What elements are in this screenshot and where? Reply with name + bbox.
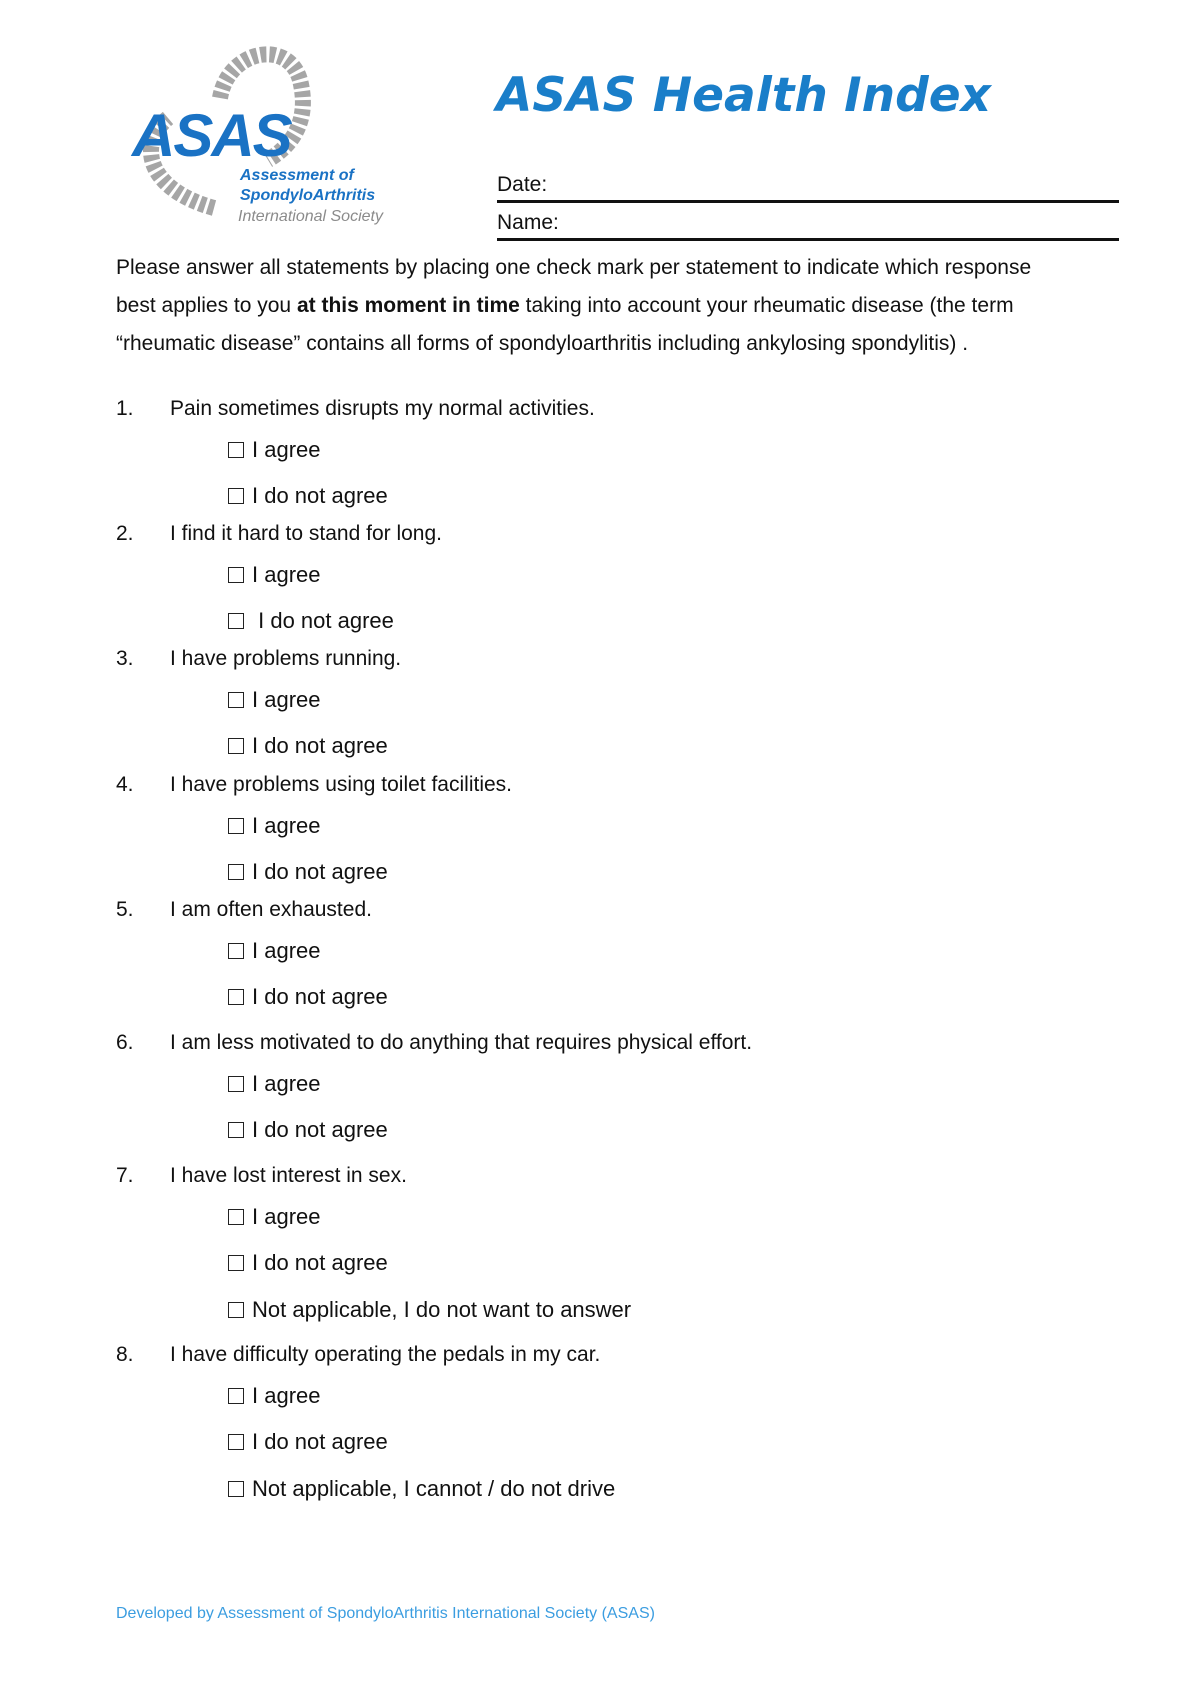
question-number: 7. [116, 1164, 134, 1187]
q1-option-disagree[interactable] [228, 482, 388, 510]
option-label: Not applicable, I do not want to answer [252, 1297, 632, 1322]
checkbox-icon[interactable] [228, 1076, 244, 1092]
option-label: I agree [252, 1204, 321, 1229]
question-7 [116, 1163, 407, 1189]
question-8 [116, 1342, 600, 1368]
question-text: I find it hard to stand for long. [170, 522, 442, 545]
q6-option-disagree[interactable] [228, 1116, 388, 1144]
question-text: I am often exhausted. [170, 898, 372, 921]
option-label: I agree [252, 1383, 321, 1408]
option-label: I agree [252, 938, 321, 963]
question-text: Pain sometimes disrupts my normal activities. [170, 397, 595, 420]
checkbox-icon[interactable] [228, 1302, 244, 1318]
q6-option-agree[interactable] [228, 1070, 321, 1098]
option-label: I agree [252, 437, 321, 462]
instructions-line2-post: taking into account your rheumatic disease (the term [519, 294, 1014, 317]
option-label: I do not agree [252, 1429, 388, 1454]
question-text: I have difficulty operating the pedals in my car. [170, 1343, 601, 1366]
question-6 [116, 1030, 752, 1056]
question-text: I am less motivated to do anything that requires physical effort. [170, 1031, 753, 1054]
q5-option-disagree[interactable] [228, 983, 388, 1011]
q8-option-not-applicable[interactable] [228, 1475, 615, 1503]
checkbox-icon[interactable] [228, 1255, 244, 1271]
option-label: I do not agree [252, 984, 388, 1009]
instructions-line1: Please answer all statements by placing one check mark per statement to indicate which response [116, 256, 1032, 279]
question-text: I have lost interest in sex. [170, 1164, 407, 1187]
instructions-line2-pre: best applies to you [116, 294, 297, 317]
option-label: I agree [252, 813, 321, 838]
question-number: 5. [116, 898, 134, 921]
q8-option-agree[interactable] [228, 1382, 321, 1410]
checkbox-icon[interactable] [228, 442, 244, 458]
name-label: Name: [497, 211, 559, 234]
instructions-line3: “rheumatic disease” contains all forms of spondyloarthritis including ankylosing spondylitis) . [116, 332, 969, 355]
logo-text-line1: Assessment of [240, 167, 354, 184]
question-number: 6. [116, 1031, 134, 1054]
q5-option-agree[interactable] [228, 937, 321, 965]
question-2 [116, 521, 442, 547]
question-text: I have problems running. [170, 647, 402, 670]
question-5 [116, 897, 372, 923]
q7-option-disagree[interactable] [228, 1249, 388, 1277]
checkbox-icon[interactable] [228, 613, 244, 629]
option-label: I do not agree [252, 608, 394, 633]
question-number: 3. [116, 647, 134, 670]
question-1 [116, 396, 595, 422]
logo-text-line2: SpondyloArthritis [240, 187, 376, 204]
footer-credit: Developed by Assessment of SpondyloArthritis International Society (ASAS) [116, 1605, 655, 1622]
question-3 [116, 646, 401, 672]
q7-option-agree[interactable] [228, 1203, 321, 1231]
q2-option-agree[interactable] [228, 561, 321, 589]
instructions-emphasis: at this moment in time [296, 294, 520, 317]
checkbox-icon[interactable] [228, 1481, 244, 1497]
q4-option-agree[interactable] [228, 812, 321, 840]
q4-option-disagree[interactable] [228, 858, 388, 886]
option-label: I do not agree [252, 1117, 388, 1142]
logo-acronym: ASAS [132, 102, 291, 169]
checkbox-icon[interactable] [228, 1122, 244, 1138]
checkbox-icon[interactable] [228, 738, 244, 754]
logo-text-line3: International Society [238, 208, 383, 225]
date-label: Date: [497, 173, 548, 196]
checkbox-icon[interactable] [228, 1209, 244, 1225]
q7-option-not-applicable[interactable] [228, 1296, 631, 1324]
q1-option-agree[interactable] [228, 436, 321, 464]
question-number: 2. [116, 522, 134, 545]
checkbox-icon[interactable] [228, 943, 244, 959]
q3-option-disagree[interactable] [228, 732, 388, 760]
option-label: I do not agree [252, 483, 388, 508]
option-label: I agree [252, 1071, 321, 1096]
option-label: I do not agree [252, 733, 388, 758]
checkbox-icon[interactable] [228, 567, 244, 583]
q3-option-agree[interactable] [228, 686, 321, 714]
question-text: I have problems using toilet facilities. [170, 773, 512, 796]
option-label: I do not agree [252, 1250, 388, 1275]
checkbox-icon[interactable] [228, 989, 244, 1005]
question-number: 4. [116, 773, 134, 796]
checkbox-icon[interactable] [228, 818, 244, 834]
q2-option-disagree[interactable] [228, 607, 394, 635]
checkbox-icon[interactable] [228, 1434, 244, 1450]
checkbox-icon[interactable] [228, 1388, 244, 1404]
checkbox-icon[interactable] [228, 864, 244, 880]
checkbox-icon[interactable] [228, 488, 244, 504]
option-label: I agree [252, 687, 321, 712]
option-label: I agree [252, 562, 321, 587]
question-number: 8. [116, 1343, 134, 1366]
document-title: ASAS Health Index [496, 68, 991, 123]
option-label: Not applicable, I cannot / do not drive [252, 1476, 616, 1501]
q8-option-disagree[interactable] [228, 1428, 388, 1456]
option-label: I do not agree [252, 859, 388, 884]
question-number: 1. [116, 397, 134, 420]
question-4 [116, 772, 512, 798]
checkbox-icon[interactable] [228, 692, 244, 708]
